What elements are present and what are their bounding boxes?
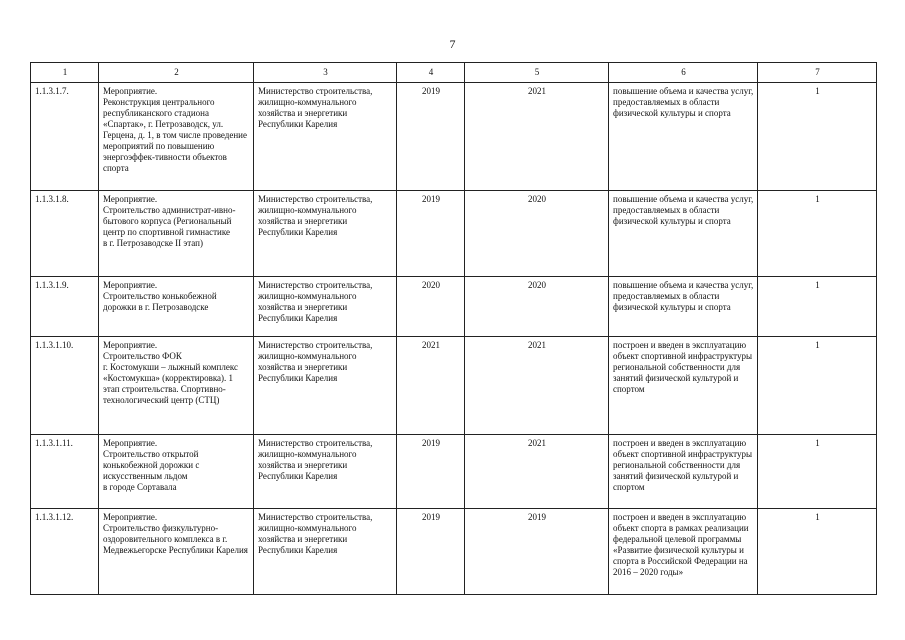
row-code: 1.1.3.1.7. bbox=[31, 83, 99, 191]
row-title: Мероприятие. Строительство администрат-ивно-бытового корпуса (Региональный центр по спортивной гимнастике в г. Петрозаводске II этап) bbox=[99, 191, 254, 277]
row-start-year: 2020 bbox=[397, 277, 465, 337]
header-col-5: 5 bbox=[465, 63, 609, 83]
row-start-year: 2019 bbox=[397, 83, 465, 191]
row-title: Мероприятие. Строительство физкультурно-оздоровительного комплекса в г. Медвежьегорске Республики Карелия bbox=[99, 509, 254, 595]
row-code: 1.1.3.1.10. bbox=[31, 337, 99, 435]
row-title: Мероприятие. Строительство открытой конькобежной дорожки с искусственным льдом в городе Сортавала bbox=[99, 435, 254, 509]
row-col7: 1 bbox=[758, 277, 877, 337]
table-row bbox=[31, 337, 877, 435]
row-end-year: 2020 bbox=[465, 191, 609, 277]
row-code: 1.1.3.1.12. bbox=[31, 509, 99, 595]
row-title: Мероприятие. Реконструкция центрального республиканского стадиона «Спартак», г. Петрозаводск, ул. Герцена, д. 1, в том числе проведение мероприятий по повышению энергоэффек-тивности объектов спорта bbox=[99, 83, 254, 191]
row-code: 1.1.3.1.9. bbox=[31, 277, 99, 337]
row-result: построен и введен в эксплуатацию объект спорта в рамках реализации федеральной целевой программы «Развитие физической культуры и спорта в Российской Федерации на 2016 – 2020 годы» bbox=[609, 509, 758, 595]
row-start-year: 2019 bbox=[397, 435, 465, 509]
row-end-year: 2021 bbox=[465, 337, 609, 435]
measures-table bbox=[30, 62, 877, 595]
row-ministry: Министерство строительства, жилищно-коммунального хозяйства и энергетики Республики Карелия bbox=[254, 191, 397, 277]
row-start-year: 2019 bbox=[397, 509, 465, 595]
row-ministry: Министерство строительства, жилищно-коммунального хозяйства и энергетики Республики Карелия bbox=[254, 435, 397, 509]
row-code: 1.1.3.1.11. bbox=[31, 435, 99, 509]
row-title: Мероприятие. Строительство ФОК г. Костомукши – лыжный комплекс «Костомукша» (корректировка). 1 этап строительства. Спортивно-технологический центр (СТЦ) bbox=[99, 337, 254, 435]
row-col7: 1 bbox=[758, 191, 877, 277]
header-col-4: 4 bbox=[397, 63, 465, 83]
row-end-year: 2019 bbox=[465, 509, 609, 595]
table-row bbox=[31, 277, 877, 337]
header-col-3: 3 bbox=[254, 63, 397, 83]
header-col-7: 7 bbox=[758, 63, 877, 83]
row-result: повышение объема и качества услуг, предоставляемых в области физической культуры и спорта bbox=[609, 277, 758, 337]
row-col7: 1 bbox=[758, 337, 877, 435]
row-ministry: Министерство строительства, жилищно-коммунального хозяйства и энергетики Республики Карелия bbox=[254, 337, 397, 435]
row-end-year: 2020 bbox=[465, 277, 609, 337]
page-number: 7 bbox=[449, 37, 456, 51]
row-ministry: Министерство строительства, жилищно-коммунального хозяйства и энергетики Республики Карелия bbox=[254, 509, 397, 595]
row-result: построен и введен в эксплуатацию объект спортивной инфраструктуры региональной собственности для занятий физической культурой и спортом bbox=[609, 435, 758, 509]
table-row bbox=[31, 435, 877, 509]
row-result: построен и введен в эксплуатацию объект спортивной инфраструктуры региональной собственности для занятий физической культурой и спортом bbox=[609, 337, 758, 435]
header-row bbox=[31, 63, 877, 83]
table-row bbox=[31, 83, 877, 191]
header-col-1: 1 bbox=[31, 63, 99, 83]
row-col7: 1 bbox=[758, 435, 877, 509]
row-start-year: 2021 bbox=[397, 337, 465, 435]
row-ministry: Министерство строительства, жилищно-коммунального хозяйства и энергетики Республики Карелия bbox=[254, 277, 397, 337]
table-row bbox=[31, 509, 877, 595]
row-col7: 1 bbox=[758, 509, 877, 595]
row-result: повышение объема и качества услуг, предоставляемых в области физической культуры и спорта bbox=[609, 83, 758, 191]
row-col7: 1 bbox=[758, 83, 877, 191]
header-col-6: 6 bbox=[609, 63, 758, 83]
row-ministry: Министерство строительства, жилищно-коммунального хозяйства и энергетики Республики Карелия bbox=[254, 83, 397, 191]
row-end-year: 2021 bbox=[465, 435, 609, 509]
row-code: 1.1.3.1.8. bbox=[31, 191, 99, 277]
table-row bbox=[31, 191, 877, 277]
header-col-2: 2 bbox=[99, 63, 254, 83]
row-title: Мероприятие. Строительство конькобежной дорожки в г. Петрозаводске bbox=[99, 277, 254, 337]
row-result: повышение объема и качества услуг, предоставляемых в области физической культуры и спорта bbox=[609, 191, 758, 277]
row-end-year: 2021 bbox=[465, 83, 609, 191]
row-start-year: 2019 bbox=[397, 191, 465, 277]
